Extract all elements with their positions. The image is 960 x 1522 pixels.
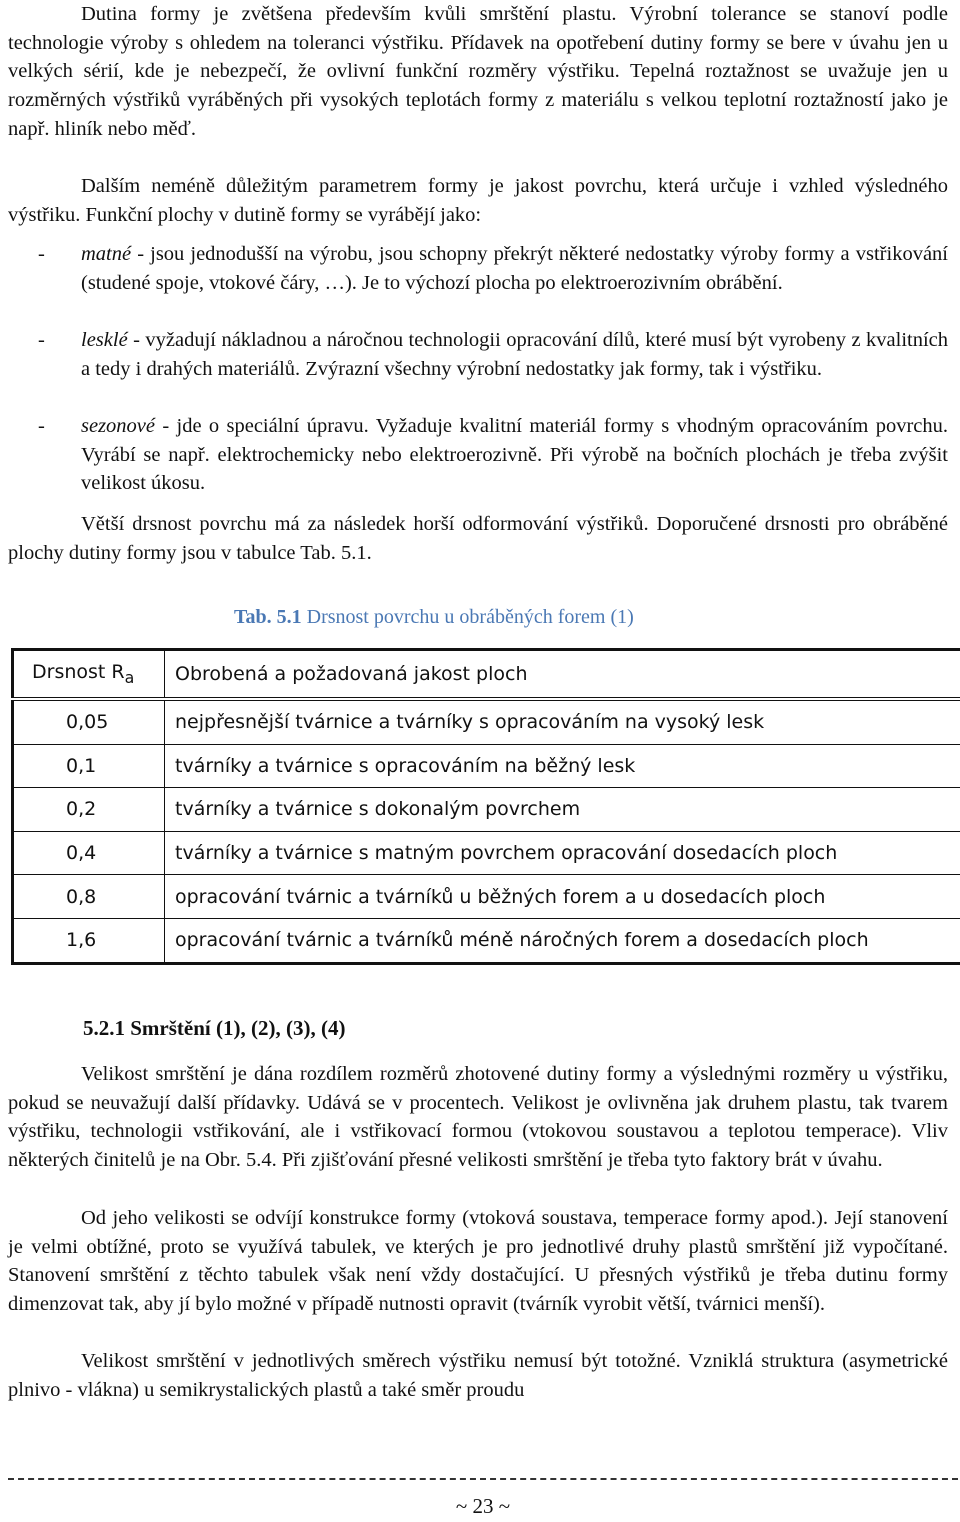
- table-row: [13, 875, 960, 919]
- cell-description: opracování tvárnic a tvárníků méně náročných forem a dosedacích ploch: [165, 918, 960, 963]
- table-caption: [234, 606, 634, 629]
- cell-ra: 0,4: [13, 831, 165, 875]
- table-row: [13, 744, 960, 788]
- list-term: matné: [81, 243, 132, 265]
- section-heading: 5.2.1 Smrštění (1), (2), (3), (4): [83, 1016, 346, 1040]
- intro-paragraph-2: Dalším neméně důležitým parametrem formy je jakost povrchu, která určuje i vzhled výsledného výstřiku. Funkční plochy v dutině formy se vyrábějí jako:: [8, 175, 948, 226]
- cell-ra: 0,1: [13, 744, 165, 788]
- cell-ra: 0,2: [13, 788, 165, 832]
- intro-paragraph-1: Dutina formy je zvětšena především kvůli smrštění plastu. Výrobní tolerance se stanoví podle technologie výroby s ohledem na toleranci výstřiku. Přídavek na opotřebení dutiny formy se bere v úvahu jen u velkých sérií, kde je nebezpečí, že ovlivní funkční rozměry výstřiku. Tepelná roztažnost se uvažuje jen u rozměrných výstřiků vyráběných při vysokých teplotách formy z materiálu s velkou teplotní roztažností jako je např. hliník nebo měď.: [8, 3, 948, 140]
- list-dash: -: [38, 415, 45, 437]
- section-paragraph-3: Velikost smrštění v jednotlivých směrech výstřiku nemusí být totožné. Vzniklá struktura (asymetrické plnivo - vlákna) u semikrystalických plastů a také směr proudu: [8, 1350, 948, 1401]
- cell-description: tvárníky a tvárnice s dokonalým povrchem: [165, 788, 960, 832]
- roughness-table: [11, 648, 960, 965]
- page-number: ~ 23 ~: [455, 1494, 511, 1518]
- header-roughness: Drsnost $R_a$: [13, 650, 165, 700]
- roughness-paragraph: Větší drsnost povrchu má za následek horší odformování výstřiků. Doporučené drsnosti pro obráběné plochy dutiny formy jsou v tabulce Tab. 5.1.: [8, 513, 948, 564]
- table-row: [13, 788, 960, 832]
- section-paragraph-2: Od jeho velikosti se odvíjí konstrukce formy (vtoková soustava, temperace formy apod.). Její stanovení je velmi obtížné, proto se využívá tabulek, ve kterých je pro jednotlivé druhy plastů smrštění již vypočítané. Stanovení smrštění z těchto tabulek však není vždy dostačující. U přesných výstřiků je třeba dutinu formy dimenzovat tak, aby jí bylo možné v případě nutnosti opravit (tvárník vyrobit větší, tvárnici menší).: [8, 1207, 948, 1316]
- list-term: sezonové: [81, 415, 156, 437]
- table-row: [13, 699, 960, 744]
- cell-description: tvárníky a tvárnice s opracováním na běžný lesk: [165, 744, 960, 788]
- table-header-row: [13, 650, 960, 700]
- list-item-sezonove: - sezonové - jde o speciální úpravu. Vyžaduje kvalitní materiál formy s vhodným opracováním povrchu. Vyrábí se např. elektrochemicky nebo elektroerozivně. Při výrobě na bočních plochách je třeba zvýšit velikost úkosu.: [8, 412, 948, 498]
- cell-description: tvárníky a tvárnice s matným povrchem opracování dosedacích ploch: [165, 831, 960, 875]
- list-item-matne: - matné - jsou jednodušší na výrobu, jsou schopny překrýt některé nedostatky výroby formy a vstřikování (studené spoje, vtokové čáry, …). Je to výchozí plocha po elektroerozivním obrábění.: [8, 240, 948, 326]
- table-caption-text: Drsnost povrchu u obráběných forem (1): [301, 606, 634, 628]
- header-quality: Obrobená a požadovaná jakost ploch: [165, 650, 960, 700]
- table-row: [13, 831, 960, 875]
- list-item-leskle: - lesklé - vyžadují nákladnou a náročnou technologii opracování dílů, které musí být vyrobeny z kvalitních a tedy i drahých materiálů. Zvýrazní všechny výrobní nedostatky jak formy, tak i výstřiku.: [8, 326, 948, 412]
- section-paragraph-1: Velikost smrštění je dána rozdílem rozměrů zhotovené dutiny formy a výslednými rozměry u výstřiku, pokud se neuvažují další přídavky. Udává se v procentech. Velikost je ovlivněna jak druhem plastu, tak tvarem výstřiku, technologii vstřikování, ale i vstřikovací formou (vtokovou soustavou a teplotou temperace). Vliv některých činitelů je na Obr. 5.4. Při zjišťování přesné velikosti smrštění je třeba tyto faktory brát v úvahu.: [8, 1063, 948, 1172]
- list-text: jde o speciální úpravu. Vyžaduje kvalitní materiál formy s vhodným opracováním povrchu. Vyrábí se např. elektrochemicky nebo elektroerozivně. Při výrobě na bočních plochách je třeba zvýšit velikost úkosu.: [81, 415, 949, 495]
- header-roughness-subscript: a: [124, 667, 135, 687]
- footer-divider: [8, 1478, 958, 1480]
- list-dash: -: [38, 243, 45, 265]
- table-row: [13, 918, 960, 963]
- cell-description: nejpřesnější tvárnice a tvárníky s opracováním na vysoký lesk: [175, 711, 765, 734]
- cell-ra: 0,05: [13, 699, 165, 744]
- cell-ra: 1,6: [13, 918, 165, 963]
- list-term: lesklé: [81, 329, 128, 351]
- list-dash: -: [38, 329, 45, 351]
- list-text: jsou jednodušší na výrobu, jsou schopny překrýt některé nedostatky výroby formy a vstřikování (studené spoje, vtokové čáry, …). Je to výchozí plocha po elektroerozivním obrábění.: [81, 243, 948, 294]
- list-text: vyžadují nákladnou a náročnou technologii opracování dílů, které musí být vyrobeny z kvalitních a tedy i drahých materiálů. Zvýrazní všechny výrobní nedostatky jak formy, tak i výstřiku.: [81, 329, 948, 380]
- table-caption-number: Tab. 5.1: [234, 606, 302, 628]
- cell-ra: 0,8: [13, 875, 165, 919]
- cell-description: opracování tvárnic a tvárníků u běžných forem a u dosedacích ploch: [165, 875, 960, 919]
